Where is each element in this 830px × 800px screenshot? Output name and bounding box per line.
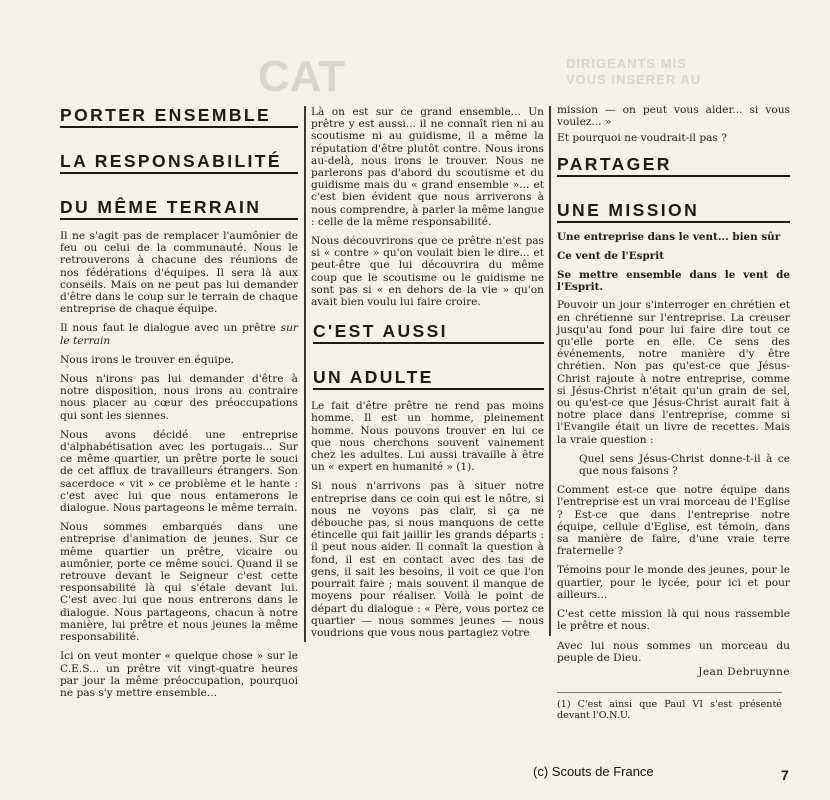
dialogue-text: Il nous faut le dialogue avec un prêtre: [60, 322, 276, 335]
paragraph: Et pourquoi ne voudrait-il pas ?: [557, 132, 727, 145]
title-line: PARTAGER: [557, 153, 790, 177]
page-number: 7: [781, 767, 789, 783]
key-question: Quel sens Jésus-Christ donne-t-il à ce que nous faisons ?: [579, 452, 790, 478]
paragraph: Il ne s'agit pas de remplacer l'aumônier de feu ou celui de la communauté. Nous le retrouverons à chacune des réunions de nos fédérations d'équipes. Il sera là aux conseils. Mais on ne peut pas lui demander d'être dans le coup sur le terrain de chaque entreprise de chaque équipe.: [60, 230, 298, 316]
dialogue-paragraph: [60, 322, 298, 346]
section-title-partager-une-mission: [557, 153, 790, 223]
paragraph: Nous sommes embarqués dans une entreprise d'animation de jeunes. Sur ce même quartier un prêtre, vicaire ou aumônier, porte ce même souci. Quand il se retrouve devant le Seigneur c'est cette responsabilité là qui s'étale devant lui. C'est avec lui que nous entrerons dans le dialogue. Nous partageons, chacun à notre manière, lui prêtre et nous jeunes la même responsabilité.: [60, 521, 298, 644]
section-title-porter-ensemble: [60, 104, 298, 220]
column-divider-1: [304, 106, 306, 642]
title-line: UNE MISSION: [557, 199, 790, 223]
title-line: UN ADULTE: [313, 366, 544, 390]
paragraph: Si nous n'arrivons pas à situer notre entreprise dans ce coin qui est le nôtre, si nous ne voyons pas clair, si ça ne débouche pas, si nous manquons de cette étincelle qui fait jaillir les grands départs : il peut nous aider. Il connaît la question à fond, il est en contact avec des tas de gens, il sait les besoins, il voit ce que l'on pourrait faire ; mais souvent il manque de moyens pour réaliser. Voilà le point de départ du dialogue : « Père, vous portez ce quartier — nous sommes jeunes — nous voudrions que vous nous partagiez votre: [311, 480, 544, 639]
footnote: (1) C'est ainsi que Paul VI s'est présenté devant l'O.N.U.: [557, 692, 782, 721]
paragraph: mission — on peut vous aider... si vous voulez... »: [557, 104, 790, 129]
paragraph: Nous avons décidé une entreprise d'alphabétisation avec les portugais... Sur ce même quartier, un prêtre porte le souci de cet afflux de travailleurs étrangers. Son sacerdoce « vit » ce problème et le hante : c'est avec lui que nous entamerons le dialogue. Nous partageons le même terrain.: [60, 428, 298, 515]
bleed-through-line-2: VOUS INSERER AU: [566, 72, 702, 87]
paragraph: Nous découvrirons que ce prêtre n'est pas si « contre » qu'on voulait bien le dire... et peut-être que lui découvrira du même coup que le scoutisme ou le guidisme ne sont pas si « en dehors de la vie » qu'on avait bien voulu lui faire croire.: [311, 235, 544, 309]
title-line: LA RESPONSABILITÉ: [60, 150, 298, 174]
dialogue-italic: sur le terrain: [60, 322, 298, 347]
section-title-c-est-aussi-un-adulte: [313, 320, 544, 390]
copyright-notice: (c) Scouts de France: [533, 764, 654, 779]
bleed-through-line-1: DIRIGEANTS MIS: [566, 56, 687, 71]
subheading: Ce vent de l'Esprit: [557, 249, 664, 262]
paragraph: Comment est-ce que notre équipe dans l'entreprise est un vrai morceau de l'Eglise ? Est-ce que dans l'entreprise notre équipe, cellule d'Eglise, est témoin, dans sa manière de faire, d'une vraie terre fraternelle ?: [557, 484, 790, 558]
paragraph: Témoins pour le monde des jeunes, pour le quartier, pour le lycée, pour ici et pour ailleurs...: [557, 564, 790, 601]
title-line: C'EST AUSSI: [313, 320, 544, 344]
paragraph: Nous irons le trouver en équipe.: [60, 353, 235, 366]
author-signature: Jean Debruynne: [698, 665, 790, 678]
column-1: [60, 104, 298, 706]
title-line: PORTER ENSEMBLE: [60, 104, 298, 128]
subheading: Une entreprise dans le vent... bien sûr: [557, 230, 781, 243]
bleed-through-heading: CAT: [258, 52, 346, 101]
paragraph: Nous n'irons pas lui demander d'être à notre disposition, nous irons au contraire nous placer au cœur des préoccupations qui sont les siennes.: [60, 373, 298, 422]
paragraph: Avec lui nous sommes un morceau du peuple de Dieu.: [557, 639, 790, 664]
column-divider-2: [549, 106, 551, 636]
paragraph: Le fait d'être prêtre ne rend pas moins homme. Il est un homme, pleinement homme. Nous pouvons trouver en lui ce que nous cherchons souvent vainement chez les adultes. Lui aussi travaille à être un « expert en humanité » (1).: [311, 400, 544, 474]
paragraph: Pouvoir un jour s'interroger en chrétien et en chrétienne sur l'entreprise. La creuser jusqu'au fond pour lui faire dire tout ce qu'elle porte en elle. Ce sens des événements, notre manière d'y être chrétien. Non pas qu'est-ce que Jésus-Christ rajoute à notre entreprise, comme si Jésus-Christ n'était qu'un grain de sel, ou qu'est-ce que Jésus-Christ aurait fait à notre place dans l'entreprise, comme si l'Evangile était un livre de recettes. Mais la vraie question :: [557, 299, 790, 446]
paragraph: Là on est sur ce grand ensemble... Un prêtre y est aussi... il ne connaît rien ni au scoutisme ni au guidisme, il a même la réputation d'être plutôt contre. Nous irons au-delà, nous irons le trouver. Nous ne parlerons pas d'abord du scoutisme et du guidisme mais du « grand ensemble »... et c'est bien évident que nous arriverons à nous comprendre, à parler la même langue : celle de la même responsabilité.: [311, 106, 544, 228]
paragraph: Ici on veut monter « quelque chose » sur le C.E.S... un prêtre vit vingt-quatre heures par jour la même préoccupation, pourquoi ne pas s'y mettre ensemble...: [60, 650, 298, 699]
subheading: Se mettre ensemble dans le vent de l'Esprit.: [557, 269, 790, 294]
column-2: [311, 106, 544, 646]
title-line: DU MÊME TERRAIN: [60, 196, 298, 220]
paragraph: C'est cette mission là qui nous rassemble le prêtre et nous.: [557, 608, 790, 633]
column-3: [557, 104, 790, 721]
